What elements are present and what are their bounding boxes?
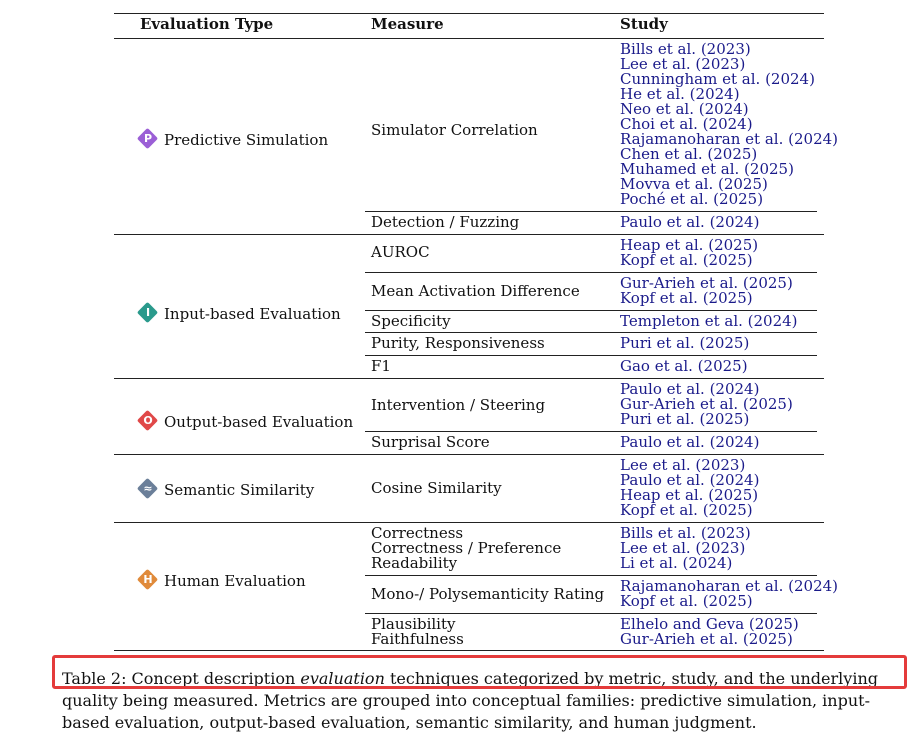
measure-surprisal-score: Surprisal Score — [371, 433, 490, 451]
measure-faithfulness: Faithfulness — [371, 630, 464, 648]
citation-link[interactable]: Puri et al. (2025) — [620, 410, 750, 428]
citation-link[interactable]: Heap et al. (2025) — [620, 236, 759, 254]
group-rule — [114, 522, 824, 523]
input-badge-letter: I — [145, 306, 151, 319]
citation-link[interactable]: Kopf et al. (2025) — [620, 501, 753, 519]
citation-link[interactable]: Rajamanoharan et al. (2024) — [620, 130, 839, 148]
studies-detection-fuzzing — [620, 215, 759, 230]
studies-intervention-steering — [620, 382, 793, 427]
predictive-badge-letter: P — [143, 132, 153, 145]
measures-plausibility-faithfulness — [371, 617, 464, 647]
studies-correctness-readability — [620, 526, 751, 571]
group-label-predictive: Predictive Simulation — [164, 131, 329, 149]
human-badge-letter: H — [143, 573, 153, 586]
citation-link[interactable]: Chen et al. (2025) — [620, 145, 758, 163]
group-rule — [114, 378, 824, 379]
citation-link[interactable]: Rajamanoharan et al. (2024) — [620, 577, 839, 595]
group-label-semantic: Semantic Similarity — [164, 481, 315, 499]
citation-link[interactable]: Muhamed et al. (2025) — [620, 160, 794, 178]
studies-plausibility-faithfulness — [620, 617, 799, 647]
caption-rest: techniques categorized by metric, study, and the underlying quality being measured. Metrics are grouped into conceptual families: predictive simulation, input-based evaluation, output-based evaluation, semantic similarity, and human judgment. — [62, 669, 878, 732]
citation-link[interactable]: Movva et al. (2025) — [620, 175, 768, 193]
group-label-output: Output-based Evaluation — [164, 413, 354, 431]
citation-link[interactable]: Gur-Arieh et al. (2025) — [620, 395, 793, 413]
measure-plausibility: Plausibility — [371, 615, 456, 633]
semantic-badge-symbol: ≈ — [143, 482, 153, 495]
citation-link[interactable]: Neo et al. (2024) — [620, 100, 749, 118]
citation-link[interactable]: Gur-Arieh et al. (2025) — [620, 274, 793, 292]
measure-purity-responsiveness: Purity, Responsiveness — [371, 334, 545, 352]
studies-specificity — [620, 314, 798, 329]
studies-mean-activation-difference — [620, 276, 793, 306]
table-header-rule — [114, 38, 824, 39]
measure-simulator-correlation: Simulator Correlation — [371, 121, 538, 139]
citation-link[interactable]: Lee et al. (2023) — [620, 55, 746, 73]
citation-link[interactable]: Kopf et al. (2025) — [620, 251, 753, 269]
citation-link[interactable]: Paulo et al. (2024) — [620, 433, 760, 451]
citation-link[interactable]: Heap et al. (2025) — [620, 486, 759, 504]
studies-simulator-correlation — [620, 42, 838, 207]
citation-link[interactable]: Kopf et al. (2025) — [620, 592, 753, 610]
citation-link[interactable]: Bills et al. (2023) — [620, 40, 751, 58]
measure-correctness: Correctness — [371, 524, 464, 542]
header-evaluation-type: Evaluation Type — [140, 15, 274, 33]
studies-surprisal-score — [620, 435, 759, 450]
studies-purity-responsiveness — [620, 336, 749, 351]
measure-cosine-similarity: Cosine Similarity — [371, 479, 502, 497]
measure-polysemanticity-rating: Mono-/ Polysemanticity Rating — [371, 585, 605, 603]
row-rule — [365, 272, 817, 273]
citation-link[interactable]: Poché et al. (2025) — [620, 190, 764, 208]
measure-intervention-steering: Intervention / Steering — [371, 396, 546, 414]
citation-link[interactable]: Elhelo and Geva (2025) — [620, 615, 799, 633]
citation-link[interactable]: Cunningham et al. (2024) — [620, 70, 815, 88]
citation-link[interactable]: Li et al. (2024) — [620, 554, 733, 572]
measure-readability: Readability — [371, 554, 458, 572]
header-study: Study — [620, 15, 668, 33]
measures-correctness-readability — [371, 526, 561, 571]
studies-polysemanticity-rating — [620, 579, 838, 609]
row-rule — [365, 575, 817, 576]
citation-link[interactable]: Lee et al. (2023) — [620, 456, 746, 474]
measure-f1: F1 — [371, 357, 391, 375]
citation-link[interactable]: Puri et al. (2025) — [620, 334, 750, 352]
measure-specificity: Specificity — [371, 312, 451, 330]
table-bottom-rule — [114, 650, 824, 651]
row-rule — [365, 211, 817, 212]
citation-link[interactable]: Paulo et al. (2024) — [620, 471, 760, 489]
citation-link[interactable]: Paulo et al. (2024) — [620, 380, 760, 398]
caption-prefix: Table 2: Concept description — [62, 669, 301, 688]
citation-link[interactable]: Paulo et al. (2024) — [620, 213, 760, 231]
row-rule — [365, 613, 817, 614]
citation-link[interactable]: Bills et al. (2023) — [620, 524, 751, 542]
citation-link[interactable]: Gao et al. (2025) — [620, 357, 748, 375]
citation-link[interactable]: Kopf et al. (2025) — [620, 289, 753, 307]
output-badge-letter: O — [143, 414, 153, 427]
group-rule — [114, 454, 824, 455]
citation-link[interactable]: Gur-Arieh et al. (2025) — [620, 630, 793, 648]
studies-auroc — [620, 238, 758, 268]
table-top-rule — [114, 13, 824, 14]
citation-link[interactable]: Templeton et al. (2024) — [620, 312, 798, 330]
row-rule — [365, 310, 817, 311]
row-rule — [365, 431, 817, 432]
measure-detection-fuzzing: Detection / Fuzzing — [371, 213, 520, 231]
measure-auroc: AUROC — [371, 243, 430, 261]
header-measure: Measure — [371, 15, 444, 33]
group-label-human: Human Evaluation — [164, 572, 306, 590]
measure-mean-activation-difference: Mean Activation Difference — [371, 282, 580, 300]
row-rule — [365, 332, 817, 333]
group-rule — [114, 234, 824, 235]
group-label-input: Input-based Evaluation — [164, 305, 341, 323]
caption-emphasis: evaluation — [300, 669, 385, 688]
row-rule — [365, 355, 817, 356]
citation-link[interactable]: He et al. (2024) — [620, 85, 740, 103]
measure-correctness-preference: Correctness / Preference — [371, 539, 562, 557]
caption-highlight-box — [52, 655, 907, 689]
citation-link[interactable]: Choi et al. (2024) — [620, 115, 753, 133]
studies-cosine-similarity — [620, 458, 759, 518]
citation-link[interactable]: Lee et al. (2023) — [620, 539, 746, 557]
studies-f1 — [620, 359, 748, 374]
